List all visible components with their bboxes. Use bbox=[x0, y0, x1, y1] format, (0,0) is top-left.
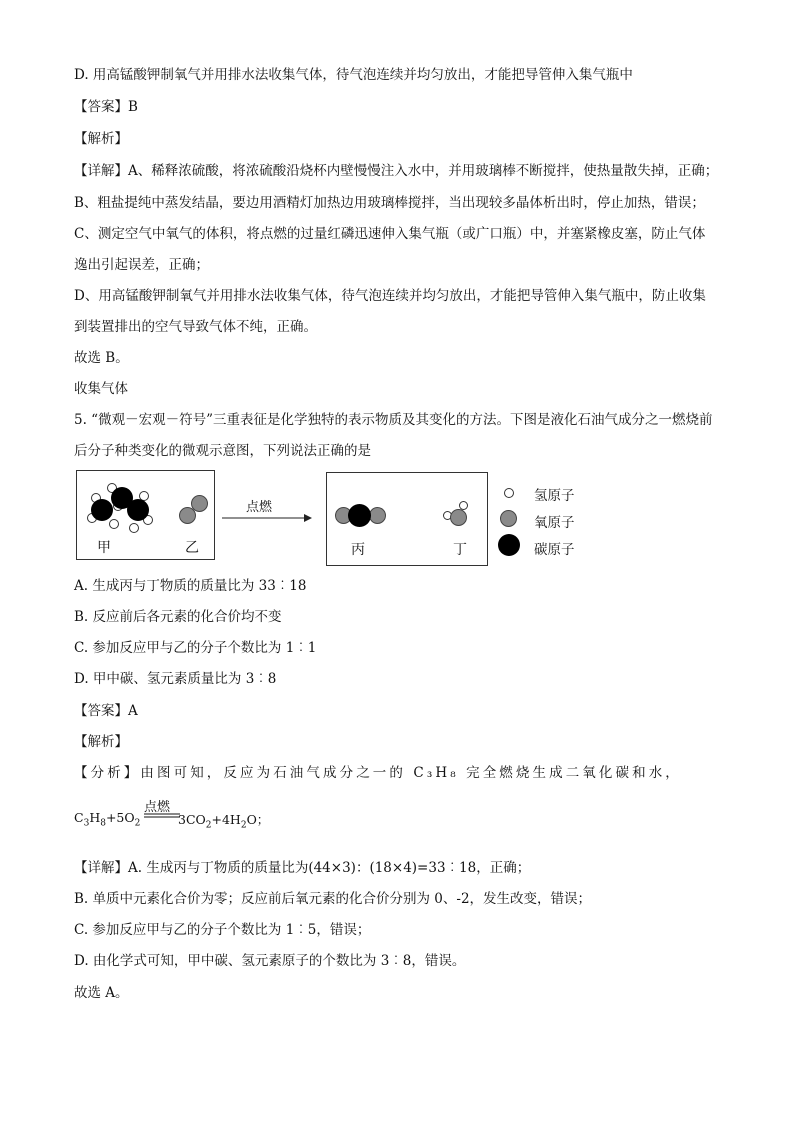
carbon-atom bbox=[127, 499, 149, 521]
product-box bbox=[326, 472, 488, 566]
eq-o: O； bbox=[246, 812, 270, 827]
carbon-atom bbox=[348, 504, 371, 527]
arrow-label: 点燃 bbox=[246, 500, 273, 515]
detail-d-cont: 到装置排出的空气导致气体不纯，正确。 bbox=[74, 319, 317, 335]
label-yi: 乙 bbox=[185, 540, 199, 556]
eq-co2: 3CO bbox=[178, 812, 206, 827]
eq-h2o: +4H bbox=[211, 812, 241, 827]
micro-diagram bbox=[74, 470, 594, 562]
oxygen-atom bbox=[369, 507, 386, 524]
detail-a: 【详解】A、稀释浓硫酸，将浓硫酸沿烧杯内壁慢慢注入水中，并用玻璃棒不断搅拌，使热量散失掉，正确； bbox=[74, 163, 719, 179]
reactant-box bbox=[76, 470, 215, 560]
eq-c: C bbox=[74, 810, 84, 825]
choose-b: 故选 B。 bbox=[74, 350, 129, 366]
equals-sign-icon bbox=[144, 813, 180, 819]
label-jia: 甲 bbox=[97, 540, 111, 556]
option-b: B. 反应前后各元素的化合价均不变 bbox=[74, 609, 282, 625]
detail2-b: B. 单质中元素化合价为零；反应前后氧元素的化合价分别为 0、-2，发生改变，错误； bbox=[74, 891, 592, 907]
answer-label-2: 【答案】A bbox=[74, 703, 138, 719]
carbon-atom bbox=[91, 499, 113, 521]
detail-d: D、用高锰酸钾制氧气并用排水法收集气体，待气泡连续并均匀放出，才能把导管伸入集气瓶中，防止收集 bbox=[74, 288, 706, 304]
detail-c-cont: 逸出引起误差，正确； bbox=[74, 257, 209, 273]
answer-label: 【答案】B bbox=[74, 99, 138, 115]
detail2-c: C. 参加反应甲与乙的分子个数比为 1︰5，错误； bbox=[74, 922, 371, 938]
label-bing: 丙 bbox=[351, 542, 365, 558]
collect-gas: 收集气体 bbox=[74, 381, 128, 397]
legend-hydrogen: 氢原子 bbox=[534, 488, 575, 504]
eq-h: H bbox=[89, 810, 101, 825]
option-d: D. 甲中碳、氢元素质量比为 3︰8 bbox=[74, 671, 277, 687]
label-ding: 丁 bbox=[453, 542, 467, 558]
detail-c: C、测定空气中氧气的体积，将点燃的过量红磷迅速伸入集气瓶（或广口瓶）中，并塞紧橡皮塞，防止气体 bbox=[74, 226, 706, 242]
carbon-legend-icon bbox=[498, 534, 520, 556]
oxygen-legend-icon bbox=[500, 510, 517, 527]
hydrogen-atom bbox=[129, 523, 139, 533]
reaction-arrow-icon bbox=[220, 512, 312, 524]
eq-sub: 2 bbox=[134, 818, 141, 829]
question-5: 5. “微观－宏观－符号”三重表征是化学独特的表示物质及其变化的方法。下图是液化石油气成分之一燃烧前 bbox=[74, 412, 713, 428]
choose-a: 故选 A。 bbox=[74, 985, 129, 1001]
question-5-cont: 后分子种类变化的微观示意图，下列说法正确的是 bbox=[74, 443, 371, 459]
eq-sub: 8 bbox=[100, 818, 106, 829]
eq-condition: 点燃 bbox=[144, 800, 171, 815]
option-c: C. 参加反应甲与乙的分子个数比为 1︰1 bbox=[74, 640, 317, 656]
detail2-d: D. 由化学式可知，甲中碳、氢元素原子的个数比为 3︰8，错误。 bbox=[74, 953, 466, 969]
oxygen-atom bbox=[191, 495, 208, 512]
option-a: A. 生成丙与丁物质的质量比为 33︰18 bbox=[74, 578, 307, 594]
analysis-label-2: 【解析】 bbox=[74, 734, 128, 750]
oxygen-atom bbox=[450, 509, 467, 526]
eq-sub: 3 bbox=[83, 818, 90, 829]
hydrogen-atom bbox=[109, 519, 119, 529]
analysis-label: 【解析】 bbox=[74, 131, 128, 147]
legend-oxygen: 氧原子 bbox=[534, 515, 575, 531]
legend-carbon: 碳原子 bbox=[534, 542, 575, 558]
analysis-text: 【分析】由图可知，反应为石油气成分之一的 C₃H₈ 完全燃烧生成二氧化碳和水， bbox=[74, 765, 682, 781]
detail-b: B、粗盐提纯中蒸发结晶，要边用酒精灯加热边用玻璃棒搅拌，当出现较多晶体析出时，停止加热，错误； bbox=[74, 195, 705, 211]
eq-sub: 2 bbox=[240, 820, 247, 831]
chemical-equation bbox=[74, 796, 294, 832]
hydrogen-legend-icon bbox=[504, 488, 514, 498]
detail2-a: 【详解】A. 生成丙与丁物质的质量比为(44×3)：(18×4)=33︰18，正确； bbox=[74, 860, 531, 876]
eq-sub: 2 bbox=[205, 820, 212, 831]
option-d-text: D. 用高锰酸钾制氧气并用排水法收集气体，待气泡连续并均匀放出，才能把导管伸入集气瓶中 bbox=[74, 67, 633, 83]
eq-o2: +5O bbox=[105, 810, 135, 825]
